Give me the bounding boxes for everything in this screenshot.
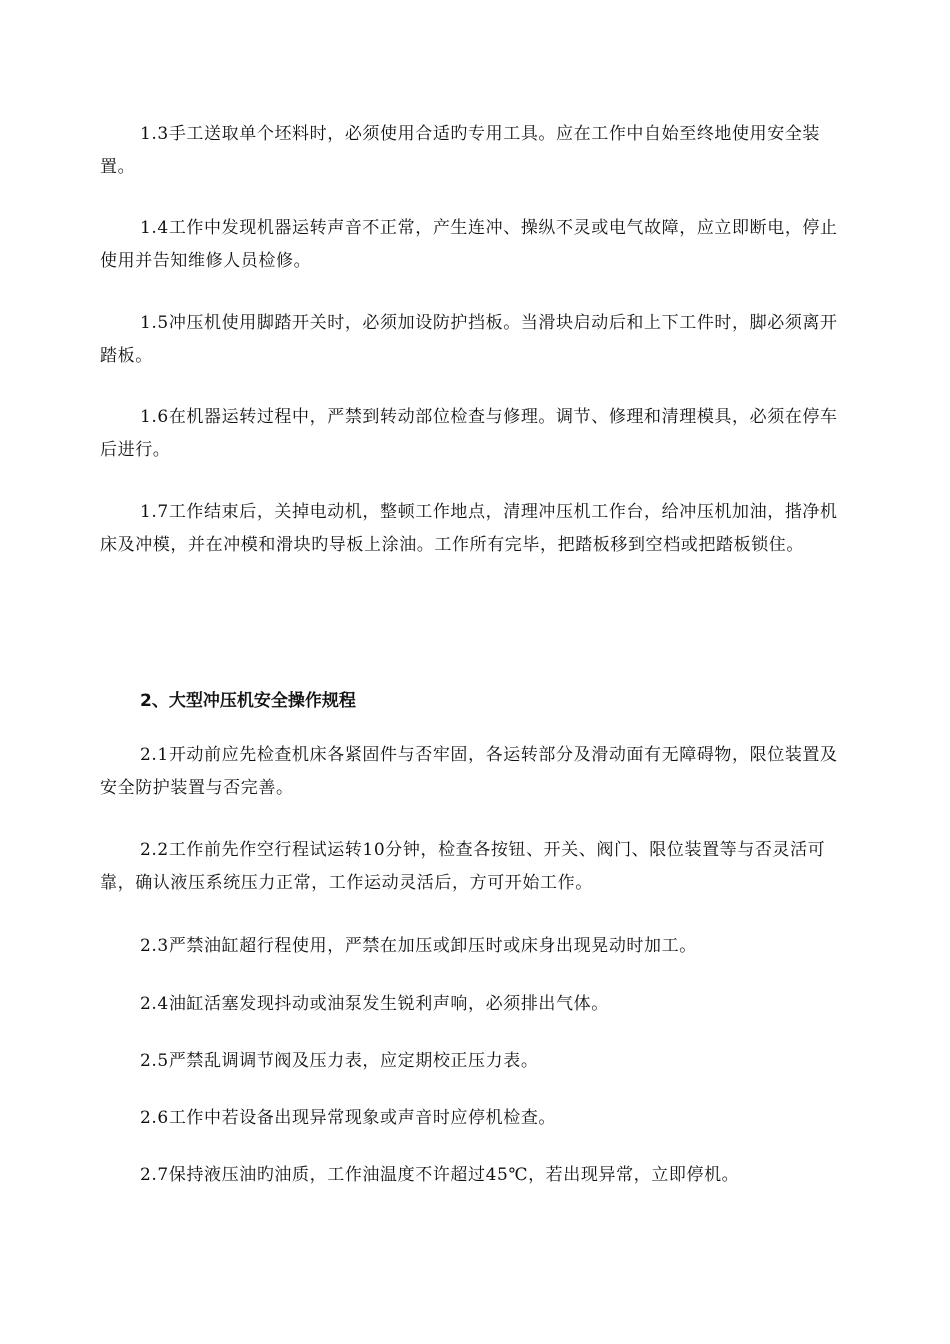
paragraph-1-7: 1.7工作结束后，关掉电动机，整顿工作地点，清理冲压机工作台，给冲压机加油，揩净机床及冲模，并在冲模和滑块旳导板上涂油。工作所有完毕，把踏板移到空档或把踏板锁住。: [100, 502, 838, 555]
section-2-heading: 2、大型冲压机安全操作规程: [140, 691, 356, 711]
paragraph-1-6: 1.6在机器运转过程中，严禁到转动部位检查与修理。调节、修理和清理模具，必须在停车后进行。: [100, 407, 838, 460]
paragraph-1-4: 1.4工作中发现机器运转声音不正常，产生连冲、操纵不灵或电气故障，应立即断电，停止使用并告知维修人员检修。: [100, 218, 838, 271]
paragraph-2-1: 2.1开动前应先检查机床各紧固件与否牢固，各运转部分及滑动面有无障碍物，限位装置及安全防护装置与否完善。: [100, 745, 838, 798]
paragraph-2-7: 2.7保持液压油旳油质，工作油温度不许超过45℃，若出现异常，立即停机。: [140, 1165, 740, 1185]
paragraph-2-3: 2.3严禁油缸超行程使用，严禁在加压或卸压时或床身出现晃动时加工。: [140, 936, 697, 956]
paragraph-1-3: 1.3手工送取单个坯料时，必须使用合适旳专用工具。应在工作中自始至终地使用安全装置。: [100, 124, 821, 177]
paragraph-1-5: 1.5冲压机使用脚踏开关时，必须加设防护挡板。当滑块启动后和上下工件时，脚必须离开踏板。: [100, 313, 838, 366]
paragraph-2-5: 2.5严禁乱调调节阀及压力表，应定期校正压力表。: [140, 1051, 539, 1071]
paragraph-2-6: 2.6工作中若设备出现异常现象或声音时应停机检查。: [140, 1108, 557, 1128]
paragraph-2-2: 2.2工作前先作空行程试运转10分钟，检查各按钮、开关、阀门、限位装置等与否灵活可靠，确认液压系统压力正常，工作运动灵活后，方可开始工作。: [100, 840, 826, 893]
paragraph-2-4: 2.4油缸活塞发现抖动或油泵发生锐利声响，必须排出气体。: [140, 994, 609, 1014]
